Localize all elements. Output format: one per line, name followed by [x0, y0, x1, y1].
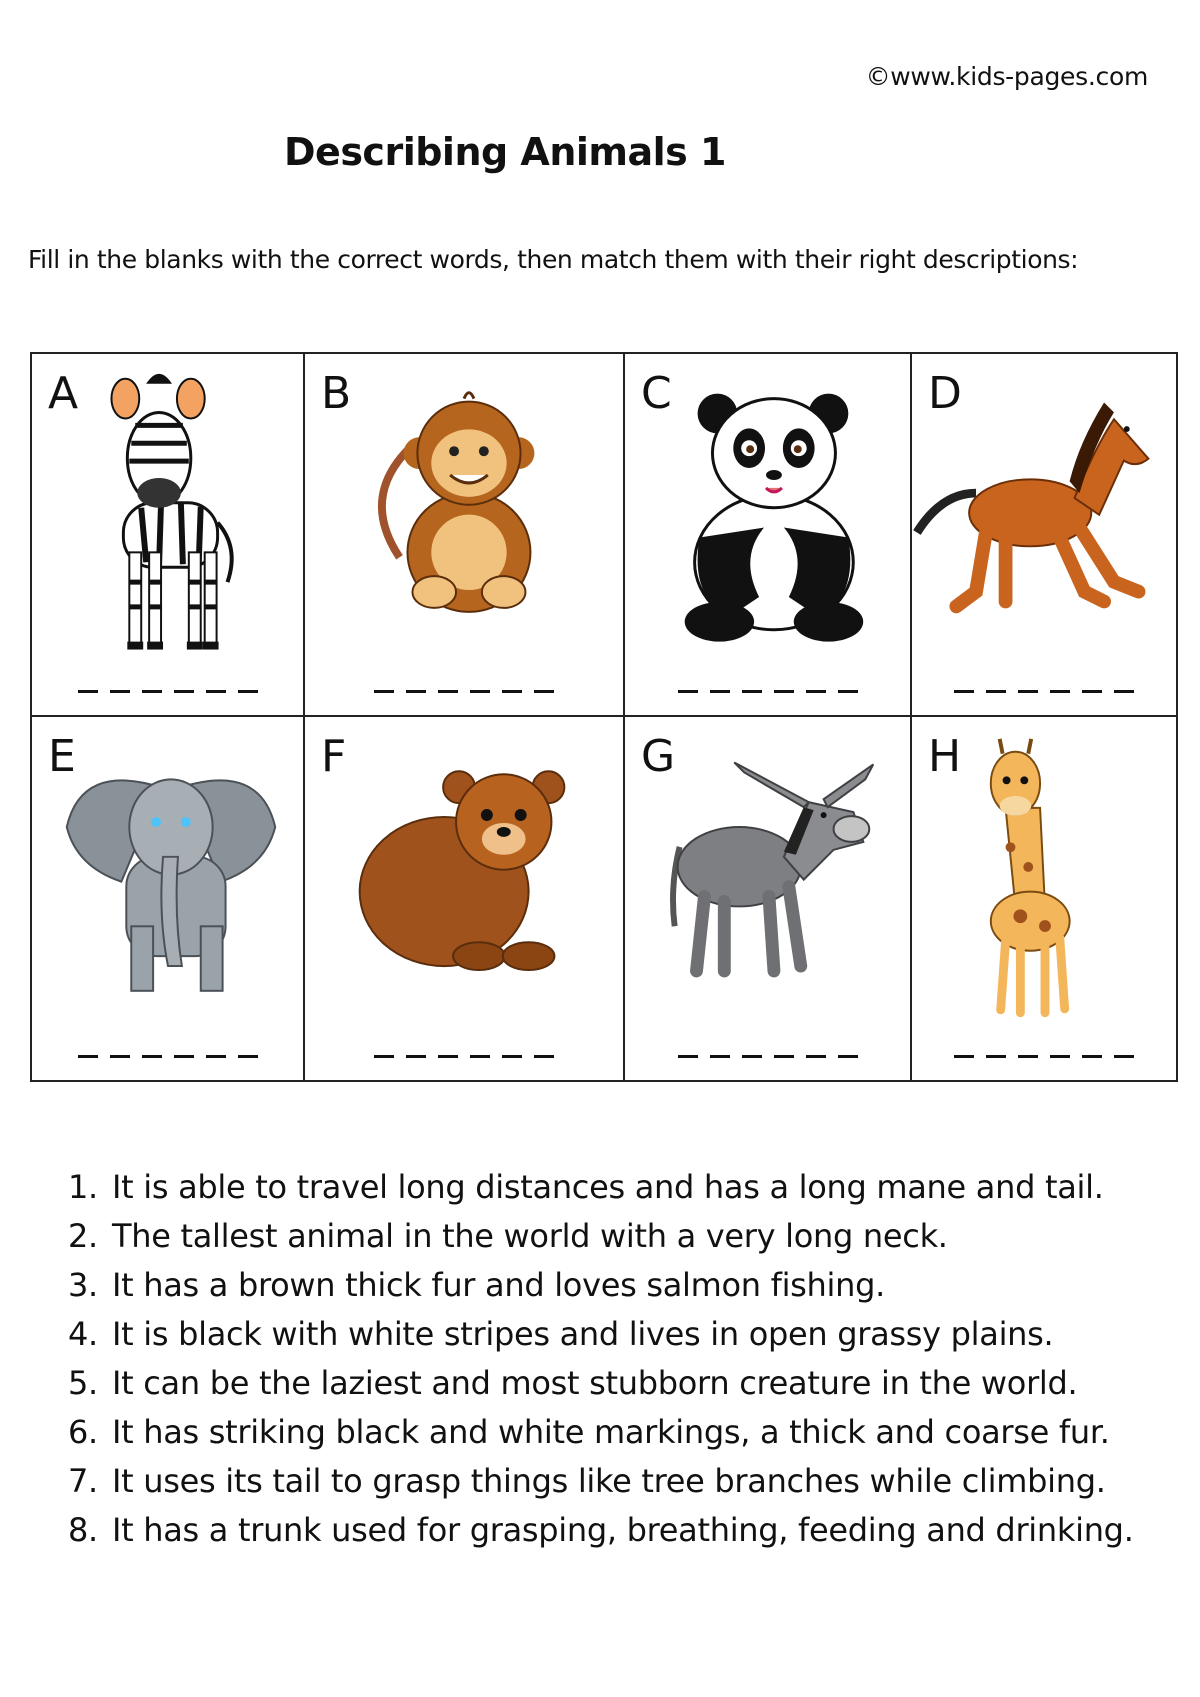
copyright-text: ©www.kids-pages.com: [865, 62, 1148, 91]
list-item: 5. It can be the laziest and most stubborn creature in the world.: [68, 1364, 1078, 1402]
answer-blank[interactable]: [625, 1055, 910, 1058]
answer-blank[interactable]: [625, 690, 910, 693]
card-letter: G: [641, 731, 676, 782]
animal-card-g: [625, 717, 912, 1080]
animal-card-c: [625, 354, 912, 717]
list-item: 1. It is able to travel long distances and has a long mane and tail.: [68, 1168, 1104, 1206]
list-item: 3. It has a brown thick fur and loves salmon fishing.: [68, 1266, 885, 1304]
answer-blank[interactable]: [32, 690, 303, 693]
bear-icon: [305, 717, 623, 1080]
list-item: 6. It has striking black and white markings, a thick and coarse fur.: [68, 1413, 1110, 1451]
animal-card-f: [305, 717, 625, 1080]
answer-blank[interactable]: [32, 1055, 303, 1058]
animal-card-d: [912, 354, 1176, 717]
elephant-icon: [32, 717, 303, 1080]
page-title: Describing Animals 1: [284, 130, 726, 174]
panda-icon: [625, 354, 910, 715]
answer-blank[interactable]: [912, 690, 1176, 693]
animal-card-h: [912, 717, 1176, 1080]
answer-blank[interactable]: [912, 1055, 1176, 1058]
card-letter: B: [321, 368, 352, 419]
animal-card-a: [32, 354, 305, 717]
list-item: 8. It has a trunk used for grasping, breathing, feeding and drinking.: [68, 1511, 1134, 1549]
animal-card-b: [305, 354, 625, 717]
card-letter: C: [641, 368, 672, 419]
horse-icon: [912, 354, 1176, 715]
list-item: 2. The tallest animal in the world with a very long neck.: [68, 1217, 948, 1255]
monkey-icon: [305, 354, 623, 715]
card-letter: E: [48, 731, 76, 782]
answer-blank[interactable]: [305, 690, 623, 693]
animal-card-e: [32, 717, 305, 1080]
zebra-icon: [32, 354, 303, 715]
donkey-icon: [625, 717, 910, 1080]
answer-blank[interactable]: [305, 1055, 623, 1058]
card-letter: A: [48, 368, 79, 419]
card-letter: F: [321, 731, 347, 782]
animal-grid: [30, 352, 1178, 1082]
card-letter: H: [928, 731, 962, 782]
list-item: 4. It is black with white stripes and lives in open grassy plains.: [68, 1315, 1054, 1353]
giraffe-icon: [912, 717, 1176, 1080]
card-letter: D: [928, 368, 962, 419]
description-list: [68, 1163, 1134, 1555]
instruction-text: Fill in the blanks with the correct words, then match them with their right descriptions:: [28, 245, 1079, 274]
list-item: 7. It uses its tail to grasp things like tree branches while climbing.: [68, 1462, 1106, 1500]
